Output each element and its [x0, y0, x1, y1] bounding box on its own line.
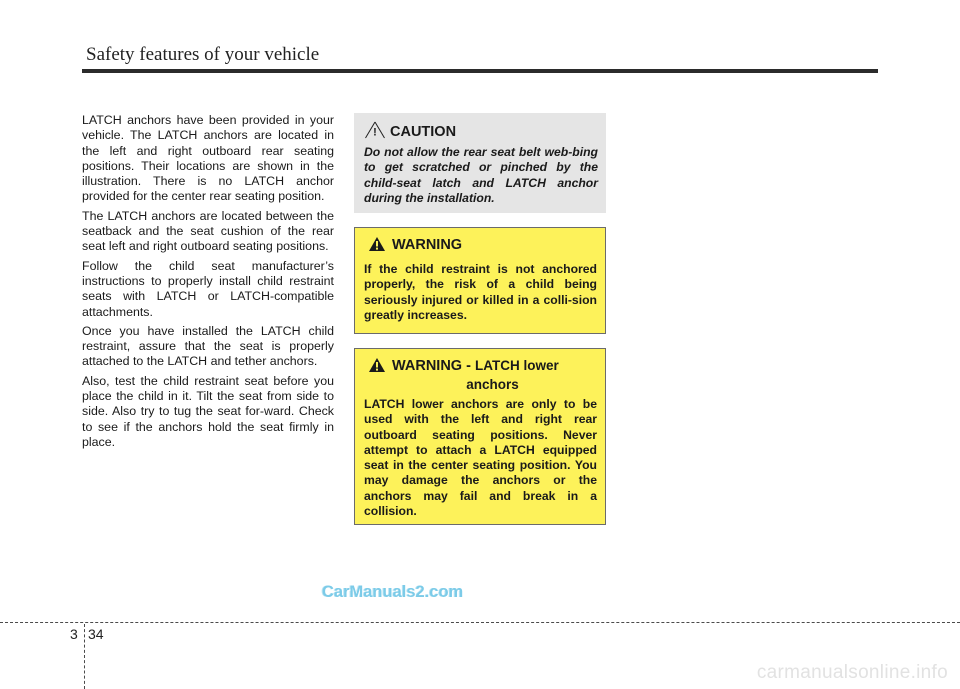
body-paragraph: Also, test the child restraint seat before you place the child in it. Tilt the seat from side to side. Also try to tug the seat for-ward. Check to see if the anchors hold the seat firmly in place. — [82, 373, 334, 449]
body-paragraph: The LATCH anchors are located between the seatback and the seat cushion of the rear seat left and right outboard seating positions. — [82, 208, 334, 254]
footer-divider — [84, 624, 85, 689]
warning-triangle-icon — [368, 357, 386, 378]
caution-text: Do not allow the rear seat belt web-bing to get scratched or pinched by the child-seat latch and LATCH anchor during the installation. — [364, 145, 598, 205]
warning-title: WARNING — [392, 237, 463, 253]
body-paragraph: Once you have installed the LATCH child restraint, assure that the seat is properly attached to the LATCH and tether anchors. — [82, 323, 334, 369]
caution-title: CAUTION — [390, 124, 457, 140]
page-number: 34 — [88, 626, 104, 642]
body-column — [82, 113, 334, 454]
chapter-number: 3 — [70, 626, 78, 642]
caution-box — [354, 113, 606, 213]
warning-text: If the child restraint is not anchored properly, the risk of a child being seriously injured or killed in a colli-sion greatly increases. — [364, 262, 597, 322]
warning-latch-title — [392, 357, 559, 375]
warning-latch-subtitle-line2: anchors — [466, 377, 519, 392]
caution-triangle-icon — [364, 120, 386, 145]
page-header-title: Safety features of your vehicle — [86, 44, 320, 65]
warning-header — [364, 236, 597, 257]
warning-latch-text: LATCH lower anchors are only to be used with the left and right rear outboard seating positions. Never attempt to attach a LATCH equipped seat in the center seating position. You may damage the anchors or the anchors may fail and break in a collision. — [364, 397, 597, 519]
header-rule — [82, 69, 878, 73]
warning-triangle-icon — [368, 236, 386, 257]
svg-text:!: ! — [373, 126, 377, 138]
body-paragraph: Follow the child seat manufacturer’s instructions to properly install child restraint seats with LATCH or LATCH-compatible attachments. — [82, 258, 334, 319]
footer-rule — [0, 622, 960, 623]
warning-latch-header — [364, 357, 597, 378]
warning-latch-title-main: WARNING - — [392, 358, 475, 374]
caution-header — [364, 121, 598, 143]
site-watermark: carmanualsonline.info — [756, 662, 948, 683]
warning-box — [354, 227, 606, 334]
body-paragraph: LATCH anchors have been provided in your vehicle. The LATCH anchors are located in the left and right outboard rear seating positions. Their locations are shown in the illustration. There is no LATCH anchor provided for the center rear seating position. — [82, 113, 334, 204]
warning-latch-subtitle: LATCH lower — [474, 358, 559, 373]
warning-latch-box — [354, 348, 606, 525]
watermark-link[interactable]: CarManuals2.com — [322, 583, 464, 601]
